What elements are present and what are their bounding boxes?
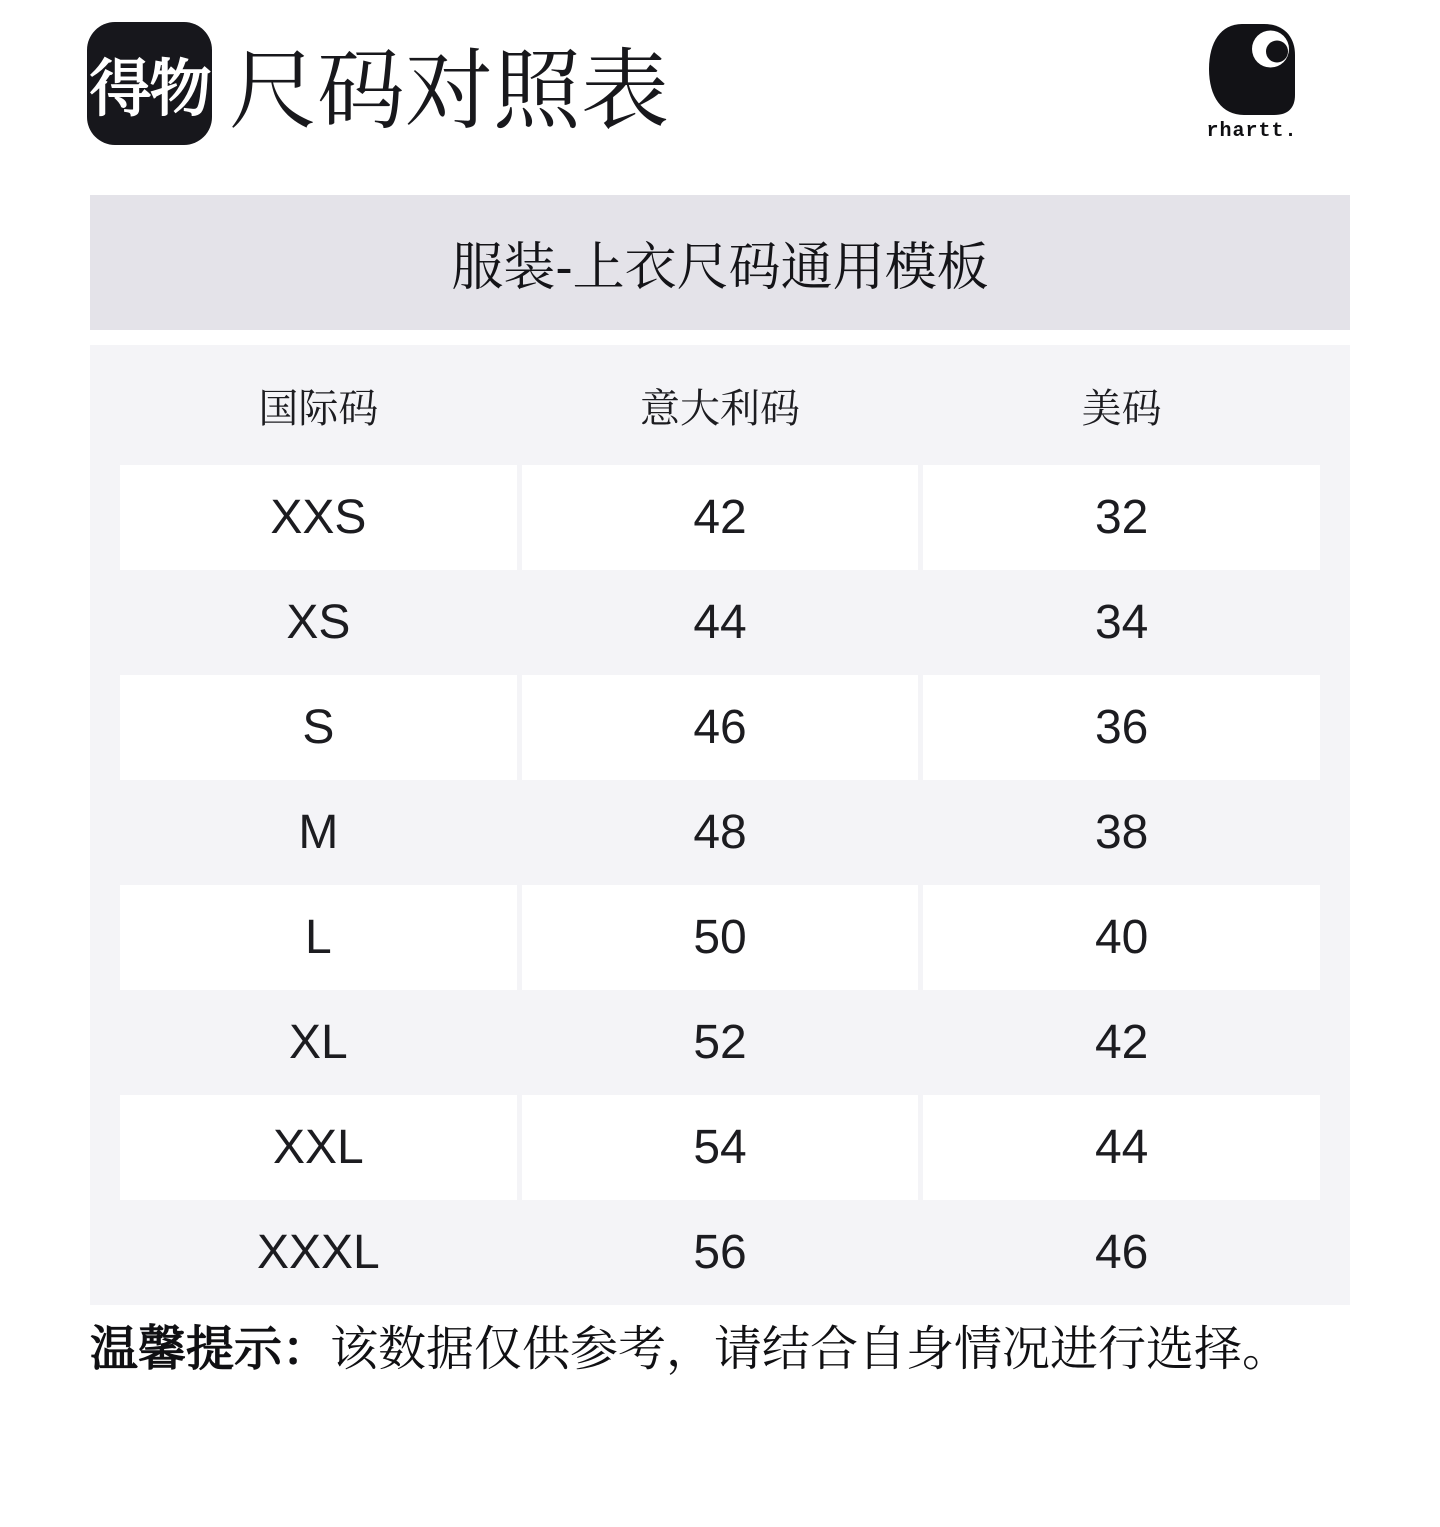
dewu-logo-text: 得物 [89,55,210,124]
cell-international: S [120,675,517,780]
size-table-header-row [120,345,1320,465]
table-row [120,465,1320,570]
cell-us: 32 [923,465,1320,570]
cell-us: 42 [1094,1016,1149,1069]
table-row [120,885,1320,990]
cell-italy: 46 [522,675,919,780]
table-row [120,990,1320,1095]
cell-us: 34 [1094,596,1149,649]
page-title: 尺码对照表 [229,40,670,140]
column-header-italy: 意大利码 [640,386,800,431]
table-row [120,570,1320,675]
table-row [120,1095,1320,1200]
footer-note-text: 该数据仅供参考，请结合自身情况进行选择。 [330,1323,1291,1376]
cell-international: XS [286,596,351,649]
cell-international: M [298,806,339,859]
footer-note-label: 温馨提示： [90,1323,331,1376]
cell-international: XXL [120,1095,517,1200]
cell-us: 38 [1094,806,1149,859]
cell-us: 36 [923,675,1320,780]
table-row [120,780,1320,885]
footer-note [90,1320,1290,1380]
table-row [120,675,1320,780]
cell-italy: 52 [693,1016,747,1069]
cell-international: L [120,885,517,990]
brand-wordmark: rhartt. [1206,120,1298,143]
cell-italy: 56 [693,1226,747,1279]
table-row [120,1200,1320,1305]
cell-italy: 44 [693,596,747,649]
header [0,0,1440,175]
cell-italy: 48 [693,806,747,859]
template-banner [90,195,1350,330]
size-table [90,345,1350,1305]
carhartt-c-icon [1208,23,1296,116]
cell-italy: 50 [522,885,919,990]
cell-international: XL [288,1016,348,1069]
column-header-us: 美码 [1081,386,1162,431]
cell-us: 44 [923,1095,1320,1200]
cell-international: XXS [120,465,517,570]
cell-us: 40 [923,885,1320,990]
cell-us: 46 [1094,1226,1149,1279]
cell-international: XXXL [256,1226,380,1279]
column-header-international: 国际码 [258,386,379,431]
brand-logo [1204,23,1300,143]
cell-italy: 42 [522,465,919,570]
template-banner-title: 服装-上衣尺码通用模板 [451,239,989,297]
dewu-logo [87,22,212,145]
cell-italy: 54 [522,1095,919,1200]
